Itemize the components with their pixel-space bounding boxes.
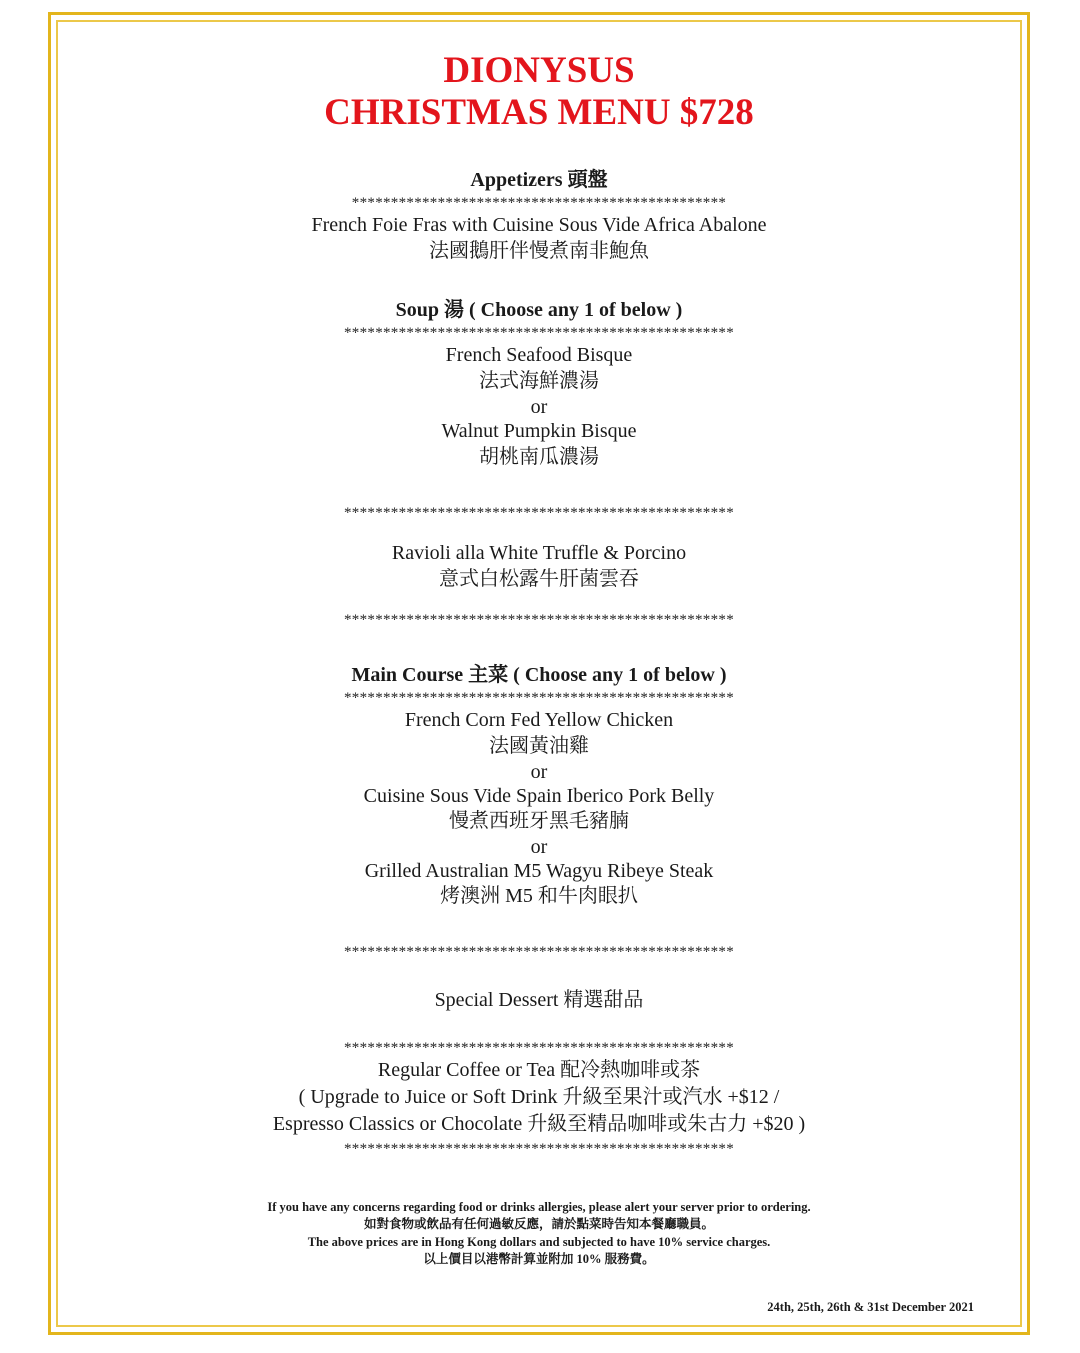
- drinks-line-3: Espresso Classics or Chocolate 升級至精品咖啡或朱古力 +$20 ): [272, 1113, 806, 1135]
- soup-option-2-en: Walnut Pumpkin Bisque: [441, 420, 637, 442]
- main-option-2-zh: 慢煮西班牙黑毛豬腩: [449, 810, 629, 832]
- main-option-1-en: French Corn Fed Yellow Chicken: [404, 709, 674, 731]
- divider: **************************************************: [344, 690, 734, 706]
- pasta-dish-zh: 意式白松露牛肝菌雲吞: [439, 568, 639, 590]
- soup-option-1-zh: 法式海鮮濃湯: [479, 370, 599, 392]
- price-note-zh: 以上價目以港幣計算並附加 10% 服務費。: [423, 1252, 655, 1266]
- menu-page: [58, 22, 1020, 1325]
- main-or-2: or: [530, 836, 548, 858]
- divider: ************************************************: [351, 195, 727, 211]
- pasta-dish-en: Ravioli alla White Truffle & Porcino: [391, 542, 687, 564]
- soup-option-2-zh: 胡桃南瓜濃湯: [479, 446, 599, 468]
- divider: **************************************************: [344, 612, 734, 628]
- drinks-line-2: ( Upgrade to Juice or Soft Drink 升級至果汁或汽水 +$12 /: [298, 1086, 780, 1108]
- divider: **************************************************: [344, 1040, 734, 1056]
- allergy-note-zh: 如對食物或飲品有任何過敏反應，請於點菜時告知本餐廳職員。: [363, 1217, 714, 1231]
- main-option-2-en: Cuisine Sous Vide Spain Iberico Pork Belly: [363, 785, 715, 807]
- main-option-3-zh: 烤澳洲 M5 和牛肉眼扒: [440, 885, 638, 907]
- main-option-1-zh: 法國黃油雞: [489, 735, 589, 757]
- divider: **************************************************: [344, 1141, 734, 1157]
- soup-or: or: [530, 396, 548, 418]
- main-or-1: or: [530, 761, 548, 783]
- appetizer-dish-zh: 法國鵝肝伴慢煮南非鮑魚: [429, 240, 649, 262]
- soup-option-1-en: French Seafood Bisque: [445, 344, 633, 366]
- price-note-en: The above prices are in Hong Kong dollars and subjected to have 10% service charges.: [307, 1235, 771, 1249]
- divider: **************************************************: [344, 944, 734, 960]
- drinks-line-1: Regular Coffee or Tea 配冷熱咖啡或茶: [377, 1059, 701, 1081]
- main-option-3-en: Grilled Australian M5 Wagyu Ribeye Steak: [364, 860, 714, 882]
- restaurant-name: DIONYSUS: [443, 50, 635, 91]
- allergy-note-en: If you have any concerns regarding food or drinks allergies, please alert your server prior to ordering.: [267, 1200, 811, 1214]
- main-course-heading: Main Course 主菜 ( Choose any 1 of below ): [351, 664, 727, 686]
- menu-dates: 24th, 25th, 26th & 31st December 2021: [767, 1300, 974, 1314]
- menu-title: CHRISTMAS MENU $728: [324, 92, 754, 133]
- soup-heading: Soup 湯 ( Choose any 1 of below ): [395, 299, 683, 321]
- appetizers-heading: Appetizers 頭盤: [470, 169, 608, 191]
- divider: **************************************************: [344, 505, 734, 521]
- dessert: Special Dessert 精選甜品: [434, 989, 644, 1011]
- appetizer-dish-en: French Foie Fras with Cuisine Sous Vide Africa Abalone: [311, 214, 767, 236]
- divider: **************************************************: [344, 325, 734, 341]
